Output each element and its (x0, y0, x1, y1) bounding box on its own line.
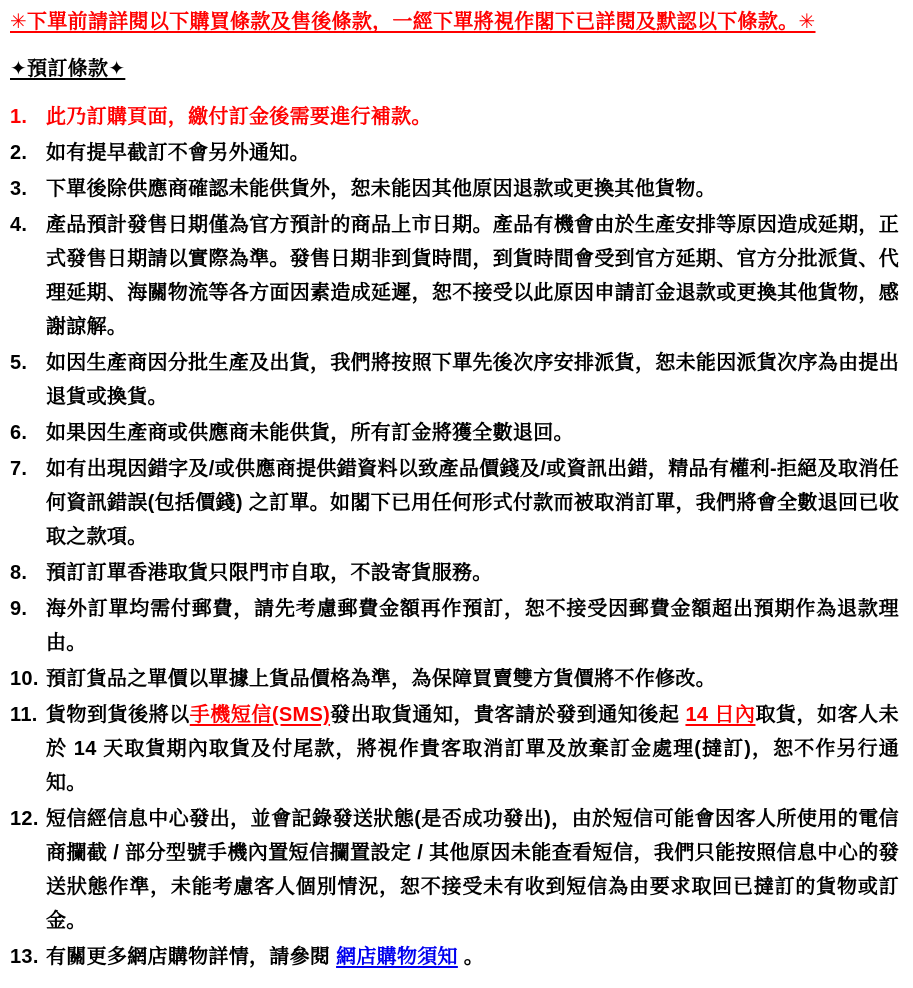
term-number: 6. (10, 422, 28, 444)
sms-highlight: 手機短信(SMS) (189, 704, 331, 726)
term-number: 1. (10, 106, 28, 128)
term-item-2 (10, 136, 899, 170)
term-number: 11. (10, 704, 38, 726)
term-text-segment: 貨物到貨後將以 (46, 704, 190, 726)
term-body (46, 452, 899, 554)
term-text-segment: 短信經信息中心發出，並會記錄發送狀態(是否成功發出)，由於短信可能會因客人所使用的電信商攔截 / 部分型號手機內置短信攔置設定 / 其他原因未能查看短信，我們只能按照信息中心的發送狀態作準，未能考慮客人個別情況，恕不接受未有收到短信為由要求取回已撻訂的貨物或訂金。 (46, 808, 899, 932)
term-text-segment: 取貨，如客人未於 14 天取貨期內取貨及付尾款，將視作貴客取消訂單及放棄訂金處理(撻訂)，恕不作另行通知。 (46, 704, 899, 794)
term-body (46, 136, 899, 170)
term-item-8 (10, 556, 899, 590)
term-text-segment: 。 (457, 946, 485, 968)
term-number: 5. (10, 352, 28, 374)
term-text-segment: 如有出現因錯字及/或供應商提供錯資料以致產品價錢及/或資訊出錯，精品有權利-拒絕及取消任何資訊錯誤(包括價錢) 之訂單。如閣下已用任何形式付款而被取消訂單，我們將會全數退回已收取之款項。 (46, 458, 899, 548)
term-body (46, 208, 899, 344)
shop-guide-link[interactable]: 網店購物須知 (336, 946, 458, 968)
term-text-segment: 如因生產商因分批生產及出貨，我們將按照下單先後次序安排派貨，恕未能因派貨次序為由提出退貨或換貨。 (46, 352, 899, 408)
term-number: 3. (10, 178, 28, 200)
term-text-segment: 產品預計發售日期僅為官方預計的商品上市日期。產品有機會由於生產安排等原因造成延期，正式發售日期請以實際為準。發售日期非到貨時間，到貨時間會受到官方延期、官方分批派貨、代理延期、海關物流等各方面因素造成延遲，恕不接受以此原因申請訂金退款或更換其他貨物，感謝諒解。 (46, 214, 899, 338)
term-item-5 (10, 346, 899, 414)
term-number: 8. (10, 562, 28, 584)
term-body (46, 940, 899, 974)
terms-warning-header: ✳下單前請詳閱以下購買條款及售後條款，一經下單將視作閣下已詳閱及默認以下條款。✳ (10, 11, 816, 33)
term-item-10 (10, 662, 899, 696)
term-item-9 (10, 592, 899, 660)
term-text-segment: 有關更多網店購物詳情，請參閱 (46, 946, 337, 968)
term-text-segment: 此乃訂購頁面，繳付訂金後需要進行補款。 (46, 106, 432, 128)
term-text-segment: 海外訂單均需付郵費，請先考慮郵費金額再作預訂，恕不接受因郵費金額超出預期作為退款理由。 (46, 598, 899, 654)
term-body (46, 592, 899, 660)
term-number: 13. (10, 946, 39, 968)
term-item-7 (10, 452, 899, 554)
term-body (46, 416, 899, 450)
section-title-preorder: ✦預訂條款✦ (10, 58, 126, 80)
term-number: 4. (10, 214, 28, 236)
term-body (46, 556, 899, 590)
term-text-segment: 下單後除供應商確認未能供貨外，恕未能因其他原因退款或更換其他貨物。 (46, 178, 716, 200)
term-number: 2. (10, 142, 28, 164)
term-body (46, 172, 899, 206)
term-number: 12. (10, 808, 39, 830)
term-item-6 (10, 416, 899, 450)
term-number: 9. (10, 598, 28, 620)
term-text-segment: 如有提早截訂不會另外通知。 (46, 142, 310, 164)
term-text-segment: 預訂貨品之單價以單據上貨品價格為準，為保障買賣雙方貨價將不作修改。 (46, 668, 716, 690)
term-text-segment: 如果因生產商或供應商未能供貨，所有訂金將獲全數退回。 (46, 422, 574, 444)
term-item-3 (10, 172, 899, 206)
term-item-1 (10, 100, 899, 134)
term-text-segment: 發出取貨通知，貴客請於發到通知後起 (330, 704, 686, 726)
term-number: 7. (10, 458, 28, 480)
term-item-11 (10, 698, 899, 800)
term-body (46, 100, 899, 134)
term-item-4 (10, 208, 899, 344)
term-body (46, 662, 899, 696)
term-item-13 (10, 940, 899, 974)
terms-list (10, 100, 899, 974)
term-body (46, 346, 899, 414)
pickup-deadline-highlight: 14 日內 (685, 704, 756, 726)
term-body (46, 698, 899, 800)
term-body (46, 802, 899, 938)
term-number: 10. (10, 668, 39, 690)
term-text-segment: 預訂訂單香港取貨只限門市自取，不設寄貨服務。 (46, 562, 493, 584)
term-item-12 (10, 802, 899, 938)
